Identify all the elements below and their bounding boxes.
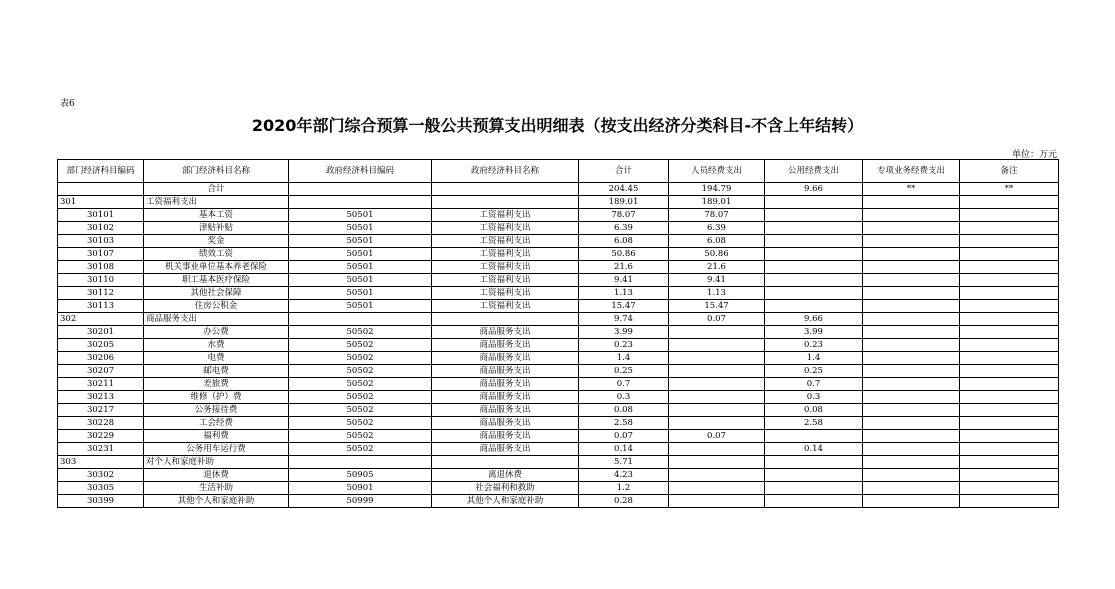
cell-personnel: 78.07	[669, 209, 765, 222]
cell-special	[863, 248, 960, 261]
cell-personnel: 0.07	[669, 430, 765, 443]
cell-gov-code: 50502	[289, 352, 432, 365]
cell-dept-code: 30213	[58, 391, 144, 404]
cell-gov-code	[289, 196, 432, 209]
cell-total: 9.41	[579, 274, 669, 287]
header-public: 公用经费支出	[765, 160, 863, 183]
cell-dept-code: 30217	[58, 404, 144, 417]
cell-total: 0.07	[579, 430, 669, 443]
cell-total: 0.28	[579, 495, 669, 508]
cell-dept-code: 30201	[58, 326, 144, 339]
cell-special	[863, 430, 960, 443]
sheet-label: 表6	[60, 99, 75, 109]
cell-gov-name: 工资福利支出	[432, 261, 579, 274]
cell-dept-code: 30110	[58, 274, 144, 287]
cell-total: 78.07	[579, 209, 669, 222]
cell-gov-name: 商品服务支出	[432, 417, 579, 430]
table-row	[58, 391, 1059, 404]
cell-dept-name: 邮电费	[144, 365, 289, 378]
table-row	[58, 339, 1059, 352]
cell-dept-name: 住房公积金	[144, 300, 289, 313]
cell-special	[863, 365, 960, 378]
cell-special	[863, 443, 960, 456]
cell-gov-name: 商品服务支出	[432, 430, 579, 443]
cell-gov-name: 商品服务支出	[432, 339, 579, 352]
header-total: 合计	[579, 160, 669, 183]
cell-gov-name: 其他个人和家庭补助	[432, 495, 579, 508]
cell-remark	[960, 326, 1059, 339]
cell-remark	[960, 352, 1059, 365]
cell-public	[765, 482, 863, 495]
cell-gov-name	[432, 313, 579, 326]
cell-gov-code: 50502	[289, 404, 432, 417]
table-row	[58, 404, 1059, 417]
cell-gov-code: 50502	[289, 339, 432, 352]
cell-dept-name: 合计	[144, 183, 289, 196]
header-remark: 备注	[960, 160, 1059, 183]
cell-total: 50.86	[579, 248, 669, 261]
cell-remark	[960, 274, 1059, 287]
cell-total: 2.58	[579, 417, 669, 430]
table-row	[58, 248, 1059, 261]
cell-personnel: 9.41	[669, 274, 765, 287]
cell-gov-code: 50999	[289, 495, 432, 508]
cell-total: 189.01	[579, 196, 669, 209]
table-row	[58, 196, 1059, 209]
cell-public: 9.66	[765, 183, 863, 196]
cell-remark	[960, 222, 1059, 235]
cell-dept-name: 工会经费	[144, 417, 289, 430]
cell-gov-code: 50501	[289, 261, 432, 274]
table-row	[58, 209, 1059, 222]
cell-gov-code	[289, 183, 432, 196]
cell-gov-code: 50901	[289, 482, 432, 495]
cell-public	[765, 300, 863, 313]
cell-dept-name: 差旅费	[144, 378, 289, 391]
cell-remark	[960, 456, 1059, 469]
cell-gov-code: 50501	[289, 235, 432, 248]
table-row	[58, 456, 1059, 469]
cell-gov-name: 工资福利支出	[432, 300, 579, 313]
cell-personnel	[669, 378, 765, 391]
cell-dept-name: 其他社会保障	[144, 287, 289, 300]
header-special: 专项业务经费支出	[863, 160, 960, 183]
cell-dept-code: 30102	[58, 222, 144, 235]
cell-public	[765, 209, 863, 222]
cell-special: **	[863, 183, 960, 196]
cell-dept-code	[58, 183, 144, 196]
cell-gov-name: 工资福利支出	[432, 287, 579, 300]
cell-gov-code: 50502	[289, 326, 432, 339]
cell-total: 0.08	[579, 404, 669, 417]
cell-public	[765, 274, 863, 287]
cell-remark	[960, 495, 1059, 508]
cell-public: 0.23	[765, 339, 863, 352]
cell-public: 9.66	[765, 313, 863, 326]
cell-special	[863, 261, 960, 274]
cell-dept-code: 30107	[58, 248, 144, 261]
cell-gov-code: 50502	[289, 443, 432, 456]
unit-label: 单位：万元	[1011, 150, 1057, 160]
cell-dept-code: 30101	[58, 209, 144, 222]
cell-public	[765, 469, 863, 482]
cell-dept-name: 生活补助	[144, 482, 289, 495]
cell-special	[863, 391, 960, 404]
table-row	[58, 365, 1059, 378]
table-row	[58, 443, 1059, 456]
cell-remark	[960, 365, 1059, 378]
cell-gov-name	[432, 196, 579, 209]
cell-dept-name: 电费	[144, 352, 289, 365]
cell-public: 0.14	[765, 443, 863, 456]
cell-dept-code: 30229	[58, 430, 144, 443]
cell-remark	[960, 313, 1059, 326]
cell-public	[765, 261, 863, 274]
cell-gov-code: 50501	[289, 287, 432, 300]
cell-total: 6.08	[579, 235, 669, 248]
table-row	[58, 300, 1059, 313]
cell-public	[765, 248, 863, 261]
cell-gov-name: 商品服务支出	[432, 352, 579, 365]
cell-dept-code: 30108	[58, 261, 144, 274]
cell-remark: **	[960, 183, 1059, 196]
cell-gov-code: 50502	[289, 391, 432, 404]
cell-special	[863, 417, 960, 430]
cell-remark	[960, 378, 1059, 391]
cell-public: 0.08	[765, 404, 863, 417]
cell-total: 9.74	[579, 313, 669, 326]
cell-remark	[960, 404, 1059, 417]
cell-personnel: 15.47	[669, 300, 765, 313]
cell-gov-name: 商品服务支出	[432, 443, 579, 456]
cell-special	[863, 235, 960, 248]
cell-total: 0.25	[579, 365, 669, 378]
cell-gov-code: 50501	[289, 222, 432, 235]
cell-personnel: 50.86	[669, 248, 765, 261]
table-row	[58, 378, 1059, 391]
table-row	[58, 469, 1059, 482]
cell-remark	[960, 261, 1059, 274]
cell-gov-name: 工资福利支出	[432, 209, 579, 222]
cell-dept-code: 30207	[58, 365, 144, 378]
cell-public: 0.7	[765, 378, 863, 391]
cell-public: 3.99	[765, 326, 863, 339]
cell-personnel	[669, 365, 765, 378]
cell-personnel: 194.79	[669, 183, 765, 196]
cell-personnel	[669, 469, 765, 482]
cell-special	[863, 378, 960, 391]
cell-personnel	[669, 326, 765, 339]
cell-gov-name: 商品服务支出	[432, 404, 579, 417]
cell-dept-name: 津贴补贴	[144, 222, 289, 235]
cell-dept-name: 奖金	[144, 235, 289, 248]
cell-personnel: 1.13	[669, 287, 765, 300]
cell-gov-name: 商品服务支出	[432, 378, 579, 391]
cell-remark	[960, 482, 1059, 495]
cell-personnel	[669, 352, 765, 365]
cell-personnel: 21.6	[669, 261, 765, 274]
cell-total: 0.14	[579, 443, 669, 456]
table-row	[58, 287, 1059, 300]
cell-dept-code: 302	[58, 313, 144, 326]
cell-special	[863, 222, 960, 235]
cell-personnel: 6.39	[669, 222, 765, 235]
cell-total: 1.2	[579, 482, 669, 495]
cell-gov-name: 商品服务支出	[432, 365, 579, 378]
table-row	[58, 352, 1059, 365]
table-row	[58, 222, 1059, 235]
table-row	[58, 274, 1059, 287]
cell-dept-name: 退休费	[144, 469, 289, 482]
budget-table	[57, 159, 1059, 508]
cell-public: 0.3	[765, 391, 863, 404]
cell-dept-name: 公务用车运行费	[144, 443, 289, 456]
cell-remark	[960, 443, 1059, 456]
header-row	[58, 160, 1059, 183]
cell-special	[863, 352, 960, 365]
cell-public: 1.4	[765, 352, 863, 365]
cell-dept-code: 30103	[58, 235, 144, 248]
cell-remark	[960, 287, 1059, 300]
cell-remark	[960, 209, 1059, 222]
cell-remark	[960, 417, 1059, 430]
cell-remark	[960, 469, 1059, 482]
page-title: 2020年部门综合预算一般公共预算支出明细表（按支出经济分类科目-不含上年结转）	[251, 116, 864, 135]
cell-special	[863, 274, 960, 287]
cell-dept-name: 办公费	[144, 326, 289, 339]
cell-total: 0.3	[579, 391, 669, 404]
cell-dept-code: 30211	[58, 378, 144, 391]
cell-total: 1.4	[579, 352, 669, 365]
cell-gov-code: 50501	[289, 209, 432, 222]
cell-remark	[960, 235, 1059, 248]
cell-gov-name: 离退休费	[432, 469, 579, 482]
cell-personnel	[669, 443, 765, 456]
cell-special	[863, 469, 960, 482]
table-row	[58, 326, 1059, 339]
cell-public	[765, 287, 863, 300]
table-row	[58, 430, 1059, 443]
cell-total: 3.99	[579, 326, 669, 339]
cell-dept-code: 30231	[58, 443, 144, 456]
cell-public	[765, 495, 863, 508]
cell-dept-code: 30113	[58, 300, 144, 313]
cell-public	[765, 222, 863, 235]
cell-gov-name: 工资福利支出	[432, 248, 579, 261]
cell-gov-name: 商品服务支出	[432, 391, 579, 404]
cell-remark	[960, 430, 1059, 443]
cell-personnel: 0.07	[669, 313, 765, 326]
cell-dept-name: 维修（护）费	[144, 391, 289, 404]
cell-gov-name: 工资福利支出	[432, 274, 579, 287]
cell-dept-name: 其他个人和家庭补助	[144, 495, 289, 508]
cell-gov-code: 50501	[289, 274, 432, 287]
table-row	[58, 235, 1059, 248]
cell-remark	[960, 248, 1059, 261]
cell-gov-code: 50905	[289, 469, 432, 482]
cell-public	[765, 430, 863, 443]
cell-total: 6.39	[579, 222, 669, 235]
cell-gov-name: 商品服务支出	[432, 326, 579, 339]
cell-total: 21.6	[579, 261, 669, 274]
cell-public	[765, 235, 863, 248]
cell-gov-code: 50501	[289, 300, 432, 313]
cell-personnel	[669, 339, 765, 352]
header-gov-name: 政府经济科目名称	[432, 160, 579, 183]
cell-dept-name: 基本工资	[144, 209, 289, 222]
cell-dept-code: 30399	[58, 495, 144, 508]
cell-dept-name: 职工基本医疗保险	[144, 274, 289, 287]
table-row	[58, 313, 1059, 326]
cell-dept-code: 303	[58, 456, 144, 469]
cell-remark	[960, 339, 1059, 352]
cell-public	[765, 456, 863, 469]
cell-gov-code: 50502	[289, 430, 432, 443]
cell-special	[863, 482, 960, 495]
cell-public: 0.25	[765, 365, 863, 378]
cell-dept-name: 福利费	[144, 430, 289, 443]
cell-dept-name: 工资福利支出	[144, 196, 289, 209]
cell-dept-name: 机关事业单位基本养老保险	[144, 261, 289, 274]
cell-public: 2.58	[765, 417, 863, 430]
cell-special	[863, 209, 960, 222]
cell-total: 0.7	[579, 378, 669, 391]
cell-dept-code: 30112	[58, 287, 144, 300]
cell-special	[863, 287, 960, 300]
cell-personnel: 189.01	[669, 196, 765, 209]
cell-gov-code: 50502	[289, 417, 432, 430]
cell-personnel	[669, 404, 765, 417]
table-row	[58, 417, 1059, 430]
cell-dept-code: 30305	[58, 482, 144, 495]
cell-gov-code: 50502	[289, 365, 432, 378]
cell-personnel	[669, 417, 765, 430]
cell-remark	[960, 300, 1059, 313]
cell-total: 15.47	[579, 300, 669, 313]
cell-total: 5.71	[579, 456, 669, 469]
cell-remark	[960, 391, 1059, 404]
cell-dept-code: 30206	[58, 352, 144, 365]
cell-dept-name: 水费	[144, 339, 289, 352]
cell-personnel: 6.08	[669, 235, 765, 248]
cell-gov-code	[289, 313, 432, 326]
cell-gov-code: 50501	[289, 248, 432, 261]
table-row	[58, 482, 1059, 495]
cell-special	[863, 313, 960, 326]
header-gov-code: 政府经济科目编码	[289, 160, 432, 183]
cell-total: 4.23	[579, 469, 669, 482]
cell-public	[765, 196, 863, 209]
cell-personnel	[669, 495, 765, 508]
cell-dept-name: 绩效工资	[144, 248, 289, 261]
table-header	[58, 160, 1059, 183]
table-row	[58, 261, 1059, 274]
cell-personnel	[669, 456, 765, 469]
cell-gov-name	[432, 456, 579, 469]
cell-total: 204.45	[579, 183, 669, 196]
cell-special	[863, 300, 960, 313]
header-dept-code: 部门经济科目编码	[58, 160, 144, 183]
cell-gov-code	[289, 456, 432, 469]
header-dept-name: 部门经济科目名称	[144, 160, 289, 183]
table-row	[58, 495, 1059, 508]
cell-total: 0.23	[579, 339, 669, 352]
cell-remark	[960, 196, 1059, 209]
cell-total: 1.13	[579, 287, 669, 300]
table-body	[58, 183, 1059, 508]
cell-special	[863, 404, 960, 417]
cell-dept-code: 30205	[58, 339, 144, 352]
cell-gov-name	[432, 183, 579, 196]
header-personnel: 人员经费支出	[669, 160, 765, 183]
cell-dept-code: 301	[58, 196, 144, 209]
cell-special	[863, 326, 960, 339]
cell-dept-name: 公务接待费	[144, 404, 289, 417]
cell-personnel	[669, 482, 765, 495]
cell-gov-code: 50502	[289, 378, 432, 391]
cell-gov-name: 社会福利和救助	[432, 482, 579, 495]
cell-special	[863, 495, 960, 508]
cell-dept-code: 30228	[58, 417, 144, 430]
cell-gov-name: 工资福利支出	[432, 222, 579, 235]
cell-special	[863, 196, 960, 209]
cell-dept-code: 30302	[58, 469, 144, 482]
cell-dept-name: 商品服务支出	[144, 313, 289, 326]
cell-special	[863, 339, 960, 352]
cell-special	[863, 456, 960, 469]
cell-personnel	[669, 391, 765, 404]
cell-dept-name: 对个人和家庭补助	[144, 456, 289, 469]
cell-gov-name: 工资福利支出	[432, 235, 579, 248]
table-row	[58, 183, 1059, 196]
